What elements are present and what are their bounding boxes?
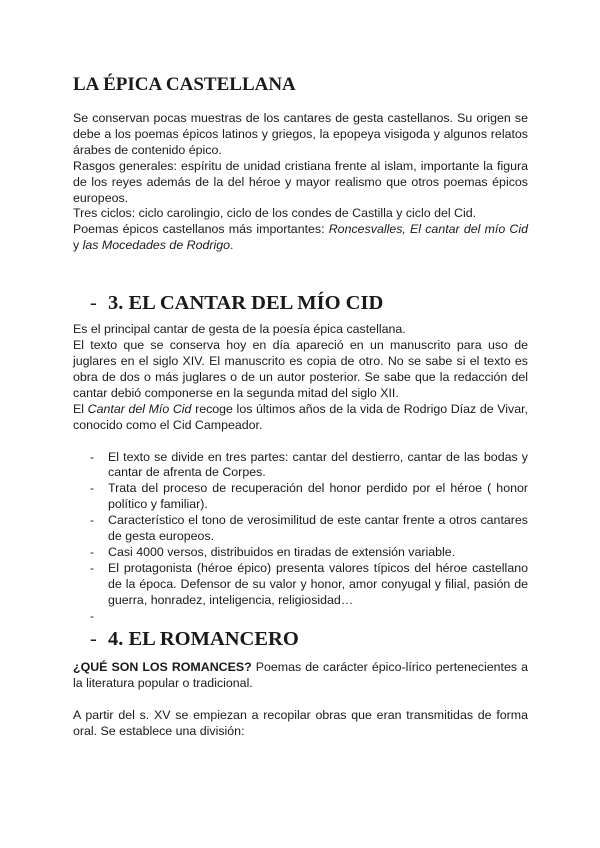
list-item — [73, 513, 528, 545]
paragraph-recopilacion: A partir del s. XV se empiezan a recopilar obras que eran transmitidas de forma oral. Se establece una división: — [73, 708, 528, 739]
list-item-text: Trata del proceso de recuperación del honor perdido por el héroe ( honor político y familiar). — [108, 481, 528, 512]
list-item — [73, 545, 528, 561]
section-title-cantar-mio-cid — [73, 290, 528, 316]
paragraph-rodrigo — [73, 402, 528, 434]
rodrigo-end: recoge los últimos años de la vida de Rodrigo Díaz de Vivar, conocido como el Cid Campeador. — [73, 401, 528, 432]
poemas-works2: las Mocedades de Rodrigo — [82, 238, 231, 253]
bullet-dash: - — [90, 481, 95, 496]
paragraph-ciclos: Tres ciclos: ciclo carolingio, ciclo de los condes de Castilla y ciclo del Cid. — [73, 206, 477, 221]
bullet-dash: - — [90, 560, 95, 575]
heading-text: 4. EL ROMANCERO — [108, 628, 299, 651]
list-item — [73, 561, 528, 609]
poemas-intro: Poemas épicos castellanos más importantes: — [73, 222, 329, 237]
romances-answer: Poemas de carácter épico-lírico pertenecientes a la literatura popular o tradicional. — [73, 660, 528, 691]
paragraph-que-son-romances — [73, 660, 528, 692]
heading-dash: - — [90, 628, 97, 651]
poemas-works: Roncesvalles, El cantar del mío Cid — [328, 222, 528, 237]
heading-dash: - — [90, 292, 97, 315]
list-item-empty — [73, 609, 528, 625]
paragraph-manuscrito: El texto que se conserva hoy en día apareció en un manuscrito para uso de juglares en el siglo XIV. El manuscrito es copia de otro. No se sabe si el texto es obra de dos o más juglares o de un autor posterior. Se sabe que la redacción del cantar debió componerse en la segunda mitad del siglo XII. — [73, 338, 528, 400]
list-item-text: El protagonista (héroe épico) presenta valores típicos del héroe castellano de la época. Defensor de su valor y honor, amor conyugal y filial, pasión de guerra, honradez, inteligencia, religiosidad… — [108, 560, 528, 607]
paragraph-origin: Se conservan pocas muestras de los cantares de gesta castellanos. Su origen se debe a los poemas épicos latinos y griegos, la epopeya visigoda y algunos relatos árabes de contenido épico. — [73, 111, 528, 157]
section-title-epica-castellana: LA ÉPICA CASTELLANA — [73, 74, 296, 95]
document-page — [73, 60, 528, 740]
cantar-features-list — [73, 450, 528, 625]
bullet-dash: - — [90, 513, 95, 528]
bullet-dash: - — [90, 544, 95, 559]
paragraph-rasgos: Rasgos generales: espíritu de unidad cristiana frente al islam, importante la figura de los reyes además de la del héroe y mayor realismo que otros poemas épicos europeos. — [73, 158, 528, 205]
rodrigo-start: El — [73, 401, 88, 416]
paragraph-principal-cantar: Es el principal cantar de gesta de la poesía épica castellana. — [73, 322, 406, 337]
list-item-text: Característico el tono de verosimilitud de este cantar frente a otros cantares de gesta europeos. — [108, 513, 528, 544]
heading-text: 3. EL CANTAR DEL MÍO CID — [108, 292, 384, 315]
list-item — [73, 481, 528, 513]
romances-question: ¿QUÉ SON LOS ROMANCES? — [73, 660, 252, 675]
rodrigo-work: Cantar del Mío Cid — [87, 401, 192, 416]
paragraph-poemas-importantes — [73, 222, 528, 254]
list-item-text: Casi 4000 versos, distribuidos en tiradas de extensión variable. — [108, 544, 456, 559]
poemas-end: . — [230, 238, 234, 253]
section-title-romancero — [73, 626, 528, 652]
poemas-and: y — [73, 238, 83, 253]
bullet-dash: - — [90, 608, 95, 623]
list-item-text: El texto se divide en tres partes: cantar del destierro, cantar de las bodas y cantar de afrenta de Corpes. — [108, 449, 528, 480]
list-item — [73, 450, 528, 482]
bullet-dash: - — [90, 449, 95, 464]
